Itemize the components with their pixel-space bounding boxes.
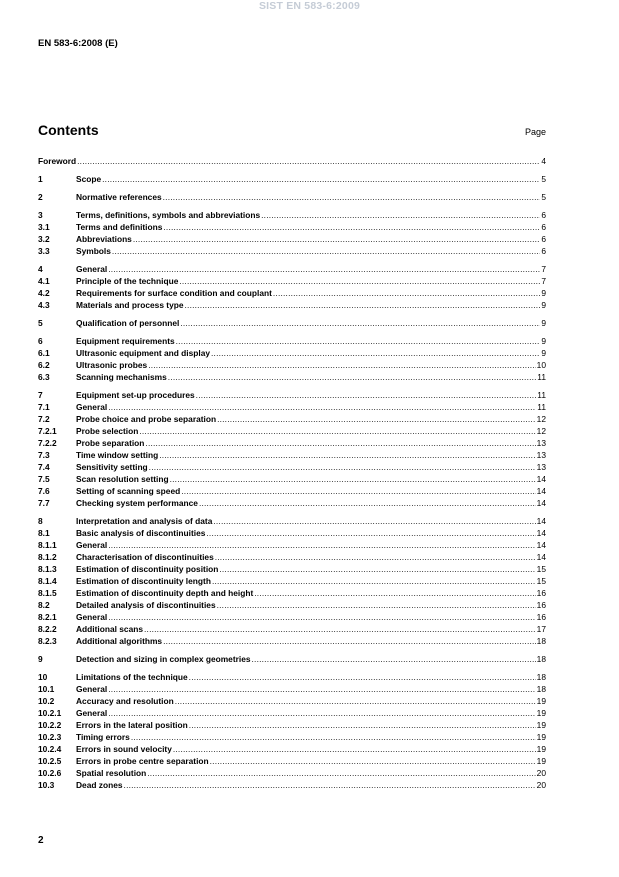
toc-entry-page: 7 bbox=[541, 264, 546, 274]
toc-entry-title: Estimation of discontinuity depth and height bbox=[76, 588, 254, 598]
toc-entry-number: 10.2.3 bbox=[38, 732, 62, 742]
toc-dot-leader bbox=[163, 635, 536, 647]
toc-entry-number: 8.1.3 bbox=[38, 564, 57, 574]
toc-entry[interactable] bbox=[38, 623, 546, 635]
toc-entry-title: Probe choice and probe separation bbox=[76, 414, 217, 424]
toc-entry[interactable] bbox=[38, 611, 546, 623]
toc-dot-leader bbox=[108, 611, 535, 623]
toc-entry-number: 10.1 bbox=[38, 684, 55, 694]
toc-entry-title: Errors in sound velocity bbox=[76, 744, 172, 754]
toc-dot-leader bbox=[254, 587, 535, 599]
toc-entry[interactable] bbox=[38, 359, 546, 371]
toc-entry[interactable] bbox=[38, 335, 546, 347]
toc-entry-title: Scanning mechanisms bbox=[76, 372, 167, 382]
toc-entry-page: 13 bbox=[536, 450, 546, 460]
toc-entry-number: 7.2.2 bbox=[38, 438, 57, 448]
toc-entry-page: 18 bbox=[536, 636, 546, 646]
toc-entry-page: 19 bbox=[536, 744, 546, 754]
toc-dot-leader bbox=[196, 389, 537, 401]
toc-entry-page: 11 bbox=[537, 372, 546, 382]
toc-dot-leader bbox=[211, 347, 540, 359]
toc-entry-title: General bbox=[76, 684, 108, 694]
toc-entry-page: 18 bbox=[536, 684, 546, 694]
toc-entry-page: 15 bbox=[536, 576, 546, 586]
toc-entry-number: 4.1 bbox=[38, 276, 50, 286]
toc-entry[interactable] bbox=[38, 263, 546, 275]
toc-entry-title: Scope bbox=[76, 174, 102, 184]
toc-dot-leader bbox=[185, 299, 541, 311]
toc-dot-leader bbox=[180, 317, 540, 329]
toc-entry-page: 14 bbox=[536, 540, 546, 550]
toc-entry[interactable] bbox=[38, 209, 546, 221]
toc-entry-title: General bbox=[76, 612, 108, 622]
toc-entry[interactable] bbox=[38, 317, 546, 329]
toc-entry-number: 8.2.3 bbox=[38, 636, 57, 646]
toc-dot-leader bbox=[139, 425, 535, 437]
toc-dot-leader bbox=[144, 623, 536, 635]
toc-entry-title: Basic analysis of discontinuities bbox=[76, 528, 206, 538]
toc-entry-title: Estimation of discontinuity position bbox=[76, 564, 219, 574]
toc-entry[interactable] bbox=[38, 635, 546, 647]
toc-entry[interactable] bbox=[38, 461, 546, 473]
toc-entry-page: 11 bbox=[537, 390, 546, 400]
toc-entry[interactable] bbox=[38, 275, 546, 287]
toc-entry-number: 8.2 bbox=[38, 600, 50, 610]
toc-entry-page: 18 bbox=[536, 672, 546, 682]
toc-dot-leader bbox=[210, 755, 536, 767]
toc-entry-title: Errors in probe centre separation bbox=[76, 756, 209, 766]
toc-dot-leader bbox=[217, 599, 536, 611]
toc-entry-title: Ultrasonic probes bbox=[76, 360, 148, 370]
toc-dot-leader bbox=[77, 155, 540, 167]
toc-entry-title: Detailed analysis of discontinuities bbox=[76, 600, 216, 610]
toc-entry[interactable] bbox=[38, 779, 546, 791]
toc-entry-page: 19 bbox=[536, 732, 546, 742]
toc-entry-title: General bbox=[76, 708, 108, 718]
toc-entry-number: 6.2 bbox=[38, 360, 50, 370]
toc-entry[interactable] bbox=[38, 485, 546, 497]
toc-entry-number: 7.3 bbox=[38, 450, 50, 460]
toc-entry-number: 6.3 bbox=[38, 372, 50, 382]
toc-entry-number: 3.1 bbox=[38, 222, 50, 232]
toc-entry[interactable] bbox=[38, 671, 546, 683]
toc-entry-page: 16 bbox=[536, 588, 546, 598]
toc-entry[interactable] bbox=[38, 155, 546, 167]
toc-dot-leader bbox=[108, 683, 535, 695]
toc-entry-title: Time window setting bbox=[76, 450, 159, 460]
toc-entry[interactable] bbox=[38, 575, 546, 587]
toc-entry-number: 4 bbox=[38, 264, 43, 274]
toc-entry-page: 12 bbox=[536, 414, 546, 424]
toc-entry-page: 10 bbox=[536, 360, 546, 370]
toc-group bbox=[38, 209, 546, 257]
toc-entry[interactable] bbox=[38, 551, 546, 563]
toc-entry-page: 9 bbox=[541, 336, 546, 346]
toc-entry[interactable] bbox=[38, 299, 546, 311]
toc-entry[interactable] bbox=[38, 653, 546, 665]
toc-entry[interactable] bbox=[38, 695, 546, 707]
toc-dot-leader bbox=[179, 275, 540, 287]
toc-entry-number: 7.2 bbox=[38, 414, 50, 424]
toc-entry[interactable] bbox=[38, 743, 546, 755]
toc-entry-number: 8.1.2 bbox=[38, 552, 57, 562]
toc-entry-page: 11 bbox=[537, 402, 546, 412]
toc-entry[interactable] bbox=[38, 527, 546, 539]
toc-entry-title: Equipment set-up procedures bbox=[76, 390, 195, 400]
toc-entry-page: 16 bbox=[536, 600, 546, 610]
toc-entry-page: 14 bbox=[536, 528, 546, 538]
toc-dot-leader bbox=[170, 473, 536, 485]
toc-entry-page: 5 bbox=[541, 192, 546, 202]
toc-entry[interactable] bbox=[38, 449, 546, 461]
toc-entry-number: 4.2 bbox=[38, 288, 50, 298]
toc-entry[interactable] bbox=[38, 473, 546, 485]
toc-entry-page: 19 bbox=[536, 696, 546, 706]
toc-group bbox=[38, 389, 546, 509]
toc-dot-leader bbox=[108, 401, 536, 413]
toc-dot-leader bbox=[252, 653, 536, 665]
toc-dot-leader bbox=[206, 527, 535, 539]
toc-dot-leader bbox=[108, 707, 535, 719]
toc-entry-page: 7 bbox=[541, 276, 546, 286]
toc-entry-number: 7.7 bbox=[38, 498, 50, 508]
toc-entry-page: 9 bbox=[541, 288, 546, 298]
toc-dot-leader bbox=[273, 287, 540, 299]
toc-dot-leader bbox=[213, 515, 535, 527]
toc-entry[interactable] bbox=[38, 755, 546, 767]
toc-entry[interactable] bbox=[38, 287, 546, 299]
toc-entry[interactable] bbox=[38, 539, 546, 551]
toc-entry[interactable] bbox=[38, 587, 546, 599]
toc-entry-number: 8.2.1 bbox=[38, 612, 57, 622]
toc-dot-leader bbox=[175, 695, 536, 707]
toc-dot-leader bbox=[168, 371, 537, 383]
toc-entry-number: 8.1.5 bbox=[38, 588, 57, 598]
toc-entry[interactable] bbox=[38, 425, 546, 437]
toc-entry-number: 4.3 bbox=[38, 300, 50, 310]
toc-dot-leader bbox=[163, 191, 541, 203]
toc-entry-number: 8.1 bbox=[38, 528, 50, 538]
toc-entry-number: 3.3 bbox=[38, 246, 50, 256]
toc-dot-leader bbox=[199, 497, 536, 509]
toc-entry-number: 9 bbox=[38, 654, 43, 664]
toc-entry-page: 9 bbox=[541, 318, 546, 328]
toc-group bbox=[38, 173, 546, 185]
contents-title: Contents bbox=[38, 122, 99, 138]
toc-entry[interactable] bbox=[38, 497, 546, 509]
toc-entry-number: 8.2.2 bbox=[38, 624, 57, 634]
toc-entry[interactable] bbox=[38, 221, 546, 233]
toc-entry-title: Normative references bbox=[76, 192, 162, 202]
toc-dot-leader bbox=[217, 413, 536, 425]
toc-entry-number: 10.2.1 bbox=[38, 708, 62, 718]
toc-entry-page: 6 bbox=[541, 234, 546, 244]
toc-entry[interactable] bbox=[38, 563, 546, 575]
toc-entry-title: Qualification of personnel bbox=[76, 318, 180, 328]
toc-entry-number: 7 bbox=[38, 390, 43, 400]
toc-entry-page: 20 bbox=[536, 780, 546, 790]
toc-dot-leader bbox=[212, 575, 536, 587]
toc-entry-number: 3 bbox=[38, 210, 43, 220]
toc-entry-number: 10.2.5 bbox=[38, 756, 62, 766]
toc-entry-title: Timing errors bbox=[76, 732, 130, 742]
toc-entry-page: 19 bbox=[536, 756, 546, 766]
toc-entry[interactable] bbox=[38, 515, 546, 527]
toc-dot-leader bbox=[261, 209, 540, 221]
toc-entry-title: Equipment requirements bbox=[76, 336, 175, 346]
toc-entry-number: 7.2.1 bbox=[38, 426, 57, 436]
toc-entry-number: 3.2 bbox=[38, 234, 50, 244]
toc-entry-number: 8.1.4 bbox=[38, 576, 57, 586]
toc-entry-number: 8.1.1 bbox=[38, 540, 57, 550]
toc-entry-title: Principle of the technique bbox=[76, 276, 179, 286]
toc-entry-page: 9 bbox=[541, 348, 546, 358]
toc-entry[interactable] bbox=[38, 413, 546, 425]
toc-entry-page: 12 bbox=[536, 426, 546, 436]
toc-entry-title: Additional algorithms bbox=[76, 636, 163, 646]
toc-group bbox=[38, 653, 546, 665]
toc-entry-title: Accuracy and resolution bbox=[76, 696, 174, 706]
toc-dot-leader bbox=[131, 731, 536, 743]
toc-entry-page: 6 bbox=[541, 222, 546, 232]
toc-entry-title: Spatial resolution bbox=[76, 768, 147, 778]
toc-group bbox=[38, 191, 546, 203]
toc-entry-page: 14 bbox=[536, 474, 546, 484]
toc-entry[interactable] bbox=[38, 599, 546, 611]
toc-entry[interactable] bbox=[38, 437, 546, 449]
toc-entry[interactable] bbox=[38, 683, 546, 695]
toc-group bbox=[38, 671, 546, 791]
toc-entry-title: General bbox=[76, 540, 108, 550]
toc-entry-number: 1 bbox=[38, 174, 43, 184]
toc-entry-title: Abbreviations bbox=[76, 234, 132, 244]
toc-group bbox=[38, 317, 546, 329]
toc-entry[interactable] bbox=[38, 347, 546, 359]
toc-entry-title: Probe separation bbox=[76, 438, 145, 448]
watermark: SIST EN 583-6:2009 bbox=[258, 0, 361, 12]
toc-entry[interactable] bbox=[38, 191, 546, 203]
toc-dot-leader bbox=[145, 437, 535, 449]
toc-entry-page: 14 bbox=[536, 498, 546, 508]
toc-entry-number: 7.6 bbox=[38, 486, 50, 496]
toc-entry-title: Requirements for surface condition and couplant bbox=[76, 288, 272, 298]
toc-entry[interactable] bbox=[38, 707, 546, 719]
toc-entry-page: 14 bbox=[536, 516, 546, 526]
toc-entry-title: Terms, definitions, symbols and abbreviations bbox=[76, 210, 261, 220]
toc-entry-page: 20 bbox=[536, 768, 546, 778]
toc-entry-title: Errors in the lateral position bbox=[76, 720, 188, 730]
toc-dot-leader bbox=[173, 743, 536, 755]
toc-entry-page: 4 bbox=[541, 156, 546, 166]
toc-entry-title: General bbox=[76, 402, 108, 412]
toc-entry-page: 18 bbox=[536, 654, 546, 664]
toc-entry[interactable] bbox=[38, 245, 546, 257]
toc-entry-number: 6 bbox=[38, 336, 43, 346]
toc-entry-page: 13 bbox=[536, 462, 546, 472]
toc-entry-number: 7.1 bbox=[38, 402, 50, 412]
toc-group bbox=[38, 515, 546, 647]
toc-entry-page: 16 bbox=[536, 612, 546, 622]
toc-dot-leader bbox=[176, 335, 541, 347]
toc-entry-number: 10.2.2 bbox=[38, 720, 62, 730]
toc-entry-number: 2 bbox=[38, 192, 43, 202]
toc-entry-number: 10.2.4 bbox=[38, 744, 62, 754]
table-of-contents bbox=[38, 155, 546, 797]
toc-dot-leader bbox=[189, 719, 536, 731]
toc-entry-number: 8 bbox=[38, 516, 43, 526]
toc-entry-title: Dead zones bbox=[76, 780, 123, 790]
toc-entry-page: 14 bbox=[536, 486, 546, 496]
toc-entry-title: Checking system performance bbox=[76, 498, 198, 508]
toc-entry-number: 5 bbox=[38, 318, 43, 328]
toc-entry-title: Symbols bbox=[76, 246, 111, 256]
toc-dot-leader bbox=[108, 539, 535, 551]
toc-group bbox=[38, 335, 546, 383]
toc-entry-title: Limitations of the technique bbox=[76, 672, 188, 682]
toc-entry-title: Interpretation and analysis of data bbox=[76, 516, 213, 526]
toc-entry-number: 10.2.6 bbox=[38, 768, 62, 778]
toc-entry-title: Ultrasonic equipment and display bbox=[76, 348, 211, 358]
toc-entry-number: 7.4 bbox=[38, 462, 50, 472]
toc-entry-title: Scan resolution setting bbox=[76, 474, 169, 484]
toc-entry[interactable] bbox=[38, 731, 546, 743]
toc-entry[interactable] bbox=[38, 767, 546, 779]
toc-entry-page: 14 bbox=[536, 552, 546, 562]
toc-entry-title: Estimation of discontinuity length bbox=[76, 576, 211, 586]
toc-dot-leader bbox=[133, 233, 540, 245]
toc-entry-number: 6.1 bbox=[38, 348, 50, 358]
toc-entry-title: Probe selection bbox=[76, 426, 139, 436]
toc-entry-page: 6 bbox=[541, 210, 546, 220]
toc-dot-leader bbox=[181, 485, 535, 497]
toc-entry-title: Terms and definitions bbox=[76, 222, 163, 232]
toc-group bbox=[38, 155, 546, 167]
toc-dot-leader bbox=[102, 173, 540, 185]
toc-entry-page: 5 bbox=[541, 174, 546, 184]
toc-entry-number: Foreword bbox=[38, 156, 77, 166]
toc-dot-leader bbox=[159, 449, 535, 461]
toc-entry-page: 6 bbox=[541, 246, 546, 256]
toc-dot-leader bbox=[124, 779, 536, 791]
toc-dot-leader bbox=[215, 551, 536, 563]
toc-entry[interactable] bbox=[38, 389, 546, 401]
toc-entry-number: 10 bbox=[38, 672, 48, 682]
toc-entry-page: 15 bbox=[536, 564, 546, 574]
toc-entry[interactable] bbox=[38, 401, 546, 413]
toc-entry[interactable] bbox=[38, 233, 546, 245]
toc-dot-leader bbox=[219, 563, 535, 575]
toc-entry-page: 17 bbox=[536, 624, 546, 634]
toc-entry-title: Additional scans bbox=[76, 624, 144, 634]
toc-entry-page: 13 bbox=[536, 438, 546, 448]
toc-dot-leader bbox=[189, 671, 536, 683]
toc-entry-title: Materials and process type bbox=[76, 300, 184, 310]
toc-entry[interactable] bbox=[38, 719, 546, 731]
page-column-label: Page bbox=[524, 127, 546, 137]
toc-entry-number: 10.3 bbox=[38, 780, 55, 790]
toc-dot-leader bbox=[112, 245, 540, 257]
document-id: EN 583-6:2008 (E) bbox=[38, 38, 118, 49]
toc-entry-page: 9 bbox=[541, 300, 546, 310]
page-number: 2 bbox=[38, 835, 44, 846]
toc-entry-title: General bbox=[76, 264, 108, 274]
toc-entry-title: Detection and sizing in complex geometries bbox=[76, 654, 251, 664]
toc-dot-leader bbox=[148, 359, 535, 371]
toc-dot-leader bbox=[149, 461, 536, 473]
toc-entry-number: 7.5 bbox=[38, 474, 50, 484]
toc-dot-leader bbox=[108, 263, 540, 275]
toc-entry[interactable] bbox=[38, 371, 546, 383]
toc-entry-page: 19 bbox=[536, 708, 546, 718]
toc-dot-leader bbox=[147, 767, 535, 779]
toc-entry-title: Characterisation of discontinuities bbox=[76, 552, 214, 562]
toc-entry-page: 19 bbox=[536, 720, 546, 730]
toc-entry-number: 10.2 bbox=[38, 696, 55, 706]
toc-entry-title: Setting of scanning speed bbox=[76, 486, 181, 496]
toc-entry[interactable] bbox=[38, 173, 546, 185]
toc-entry-title: Sensitivity setting bbox=[76, 462, 148, 472]
toc-group bbox=[38, 263, 546, 311]
toc-dot-leader bbox=[163, 221, 540, 233]
